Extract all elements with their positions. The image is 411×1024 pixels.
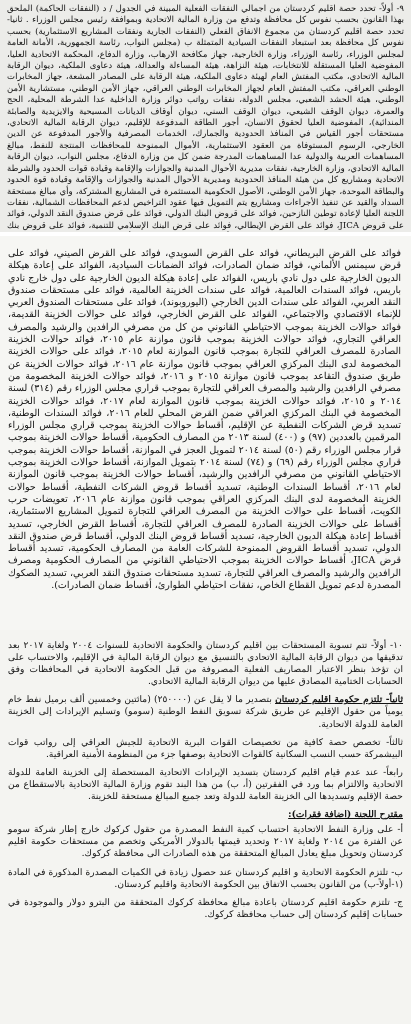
committee-para-c: ج- تلتزم حكومة اقليم كردستان باعادة مبالغ محافظة كركوك المتحققة من البترو دولار والموجودة في حسابات إقليم كردستان إلى حساب محافظة كركوك. xyxy=(8,896,403,920)
committee-para-a: أ- على وزارة النفط الاتحادية احتساب كمية النفط المصدرة من حقول كركوك خارج إطار شركة سومو عن الفترة من ٢٠١٤ ولغاية ٢٠١٧ وتحديد قيمتها بالدولار الأمريكي وتخصم من مستحقات حكومة اقليم كردستان وتحويل مبلغ يعادل المبالغ المتحققة من هذه الصادرات الى محافظة كركوك. xyxy=(8,824,403,860)
article-10-third: ثالثاً- تخصص حصة كافية من تخصيصات القوات البرية الاتحادية للجيش العراقي إلى رواتب قوات البيشمركة حسب النسب السكانية كالقوات الاتحادية بوصفها جزء من المنظومة الأمنية العراقية. xyxy=(8,736,403,760)
article-10-second-title: ثانياً- تلتزم حكومة اقليم كردستان xyxy=(275,694,404,706)
article-10-first: ١٠- أولاً- تتم تسوية المستحقات بين اقليم كردستان والحكومة الاتحادية للسنوات ٢٠٠٤ ولغاية ٢٠١٧ بعد تدقيقها من ديوان الرقابة المالية الاتحادي بالتنسيق مع ديوان الرقابة المالية في الإقليم، والاحتساب على ان تؤخذ بنظر الاعتبار المصاريف الفعلية المصروفة من قبل الحكومة الاتحادية في المحافظات وفق الحسابات الختامية المصادق عليها من ديوان الرقابة المالية الاتحادي. xyxy=(8,640,403,688)
page-1-scan xyxy=(0,0,411,232)
interest-list-paragraph: فوائد على القرض البريطاني، فوائد على القرض السويدي، فوائد على القرض الصيني، فوائد على قرض سيمنس الألماني، فوائد ضمان الصادرات، فوائد الضمانات السيادية، الفوائد على إعادة هيكلة الديون الخارجية على دول نادي باريس، الفوائد على إعادة هيكلة الديون الخارجية على دول خارج نادي باريس، فوائد السندات العالمية، فوائد على سندات الخزينة العالمية، فوائد على مستحقات صندوق النقد العربي، الفوائد على سندات الدين الخارجي (اليوروبوند)، فوائد على مستحقات الصندوق العربي للإنماء الاقتصادي والاجتماعي، الفوائد على القرض الخارجي، فوائد على حوالات الخزينة القديمة، فوائد حوالات الخزينة بموجب الاحتياطي القانوني من كل من مصرفي الرافدين والرشيد والمصرف العراقي التجاري، فوائد حوالات الخزينة بموجب قانون موازنة عام ٢٠١٥، فوائد حوالات الخزينة الصادرة للمصرف العراقي للتجارة بموجب قانون الموازنة لعام ٢٠١٥، فوائد على حوالات الخزينة المخصومة لدى البنك المركزي العراقي بموجب قانون موازنة عام ٢٠١٦، فوائد حوالات الخزينة عن طريق صندوق التقاعد بموجب قانون موازنة ٢٠١٥ و ٢٠١٦، فوائد حوالات الخزينة المخصومة من مصرفي الرافدين والرشيد والمصرف العراقي للتجارة بموجب قراري مجلس الوزراء رقم (٣١٤) لسنة ٢٠١٤ و ٢٠١٥، فوائد حوالات الخزينة بموجب قانون الموازنة لعام ٢٠١٧، فوائد حوالات الخزينة المخصومة في البنك المركزي العراقي ضمن القرض المحلي للعام ٢٠١٦، فوائد السندات الوطنية، تسديد قرض الشركات النفطية عن الإقليم، أقساط حوالات الخزينة بموجب قراري مجلس الوزراء المرقمين بالعددين (٩٧) و (٤٠٠) لسنة ٢٠١٣ من المصارف الحكومية، أقساط حوالات الخزينة بموجب قرار مجلس الوزراء رقم (٥٠) لسنة ٢٠١٤ لتمويل العجز في الموازنة، أقساط حوالات الخزينة بموجب قراري مجلس الوزراء رقم (٦٩) و (٧٤) لسنة ٢٠١٤ بتمويل الموازنة، أقساط حوالات الخزينة بموجب الاحتياطي القانوني من مصرفي الرافدين والرشيد، أقساط حوالات الخزينة بموجب قانون الموازنة لعام ٢٠١٦، أقساط السندات الوطنية، تسديد أقساط قروض الشركات النفطية، أقساط حوالات الخزينة المخصومة لدى البنك المركزي العراقي بموجب قانون موازنة عام ٢٠١٦، تعويضات حرب الكويت، أقساط على حوالات الخزينة من المصرف العراقي للتجارة لتمويل المشاريع الاستثمارية، أقساط على حوالات الخزينة الصادرة للمصرف العراقي للتجارة، أقساط القرض الخارجي، تسديد أقساط إعادة هيكلة الديون الخارجية، تسديد أقساط قروض البنك الدولي، أقساط قرض صندوق النقد الدولي، تسديد أقساط القروض الممنوحة للشركات العامة من المصارف الحكومية، تسديد أقساط قرض JICA، أقساط حوالات الخزينة بموجب الاحتياطي القانوني من المصارف الحكومية ومصرف الرافدين والرشيد والمصرف العراقي للتجارة، تسديد مستحقات صندوق النقد العربي، تسديد الصكوك المصدرة لدعم تمويل القطاع الخاص، نفقات احتياطي الطوارئ، أقساط ضمان الصادرات). xyxy=(8,248,402,592)
page-2-scan xyxy=(0,236,411,630)
page-3-scan xyxy=(0,630,411,1024)
article-9-paragraph: ٩- أولاً- تحدد حصة اقليم كردستان من اجمالي النفقات الفعلية المبينة في الجدول / د (النفقات الحاكمة) الملحق بهذا القانون بحسب نفوس كل محافظة وتدفع من وزارة المالية الاتحادية وبموافقة رئيس مجلس الوزراء . ثانيا- تحدد حصة اقليم كردستان من مجموع الانفاق الفعلي (النفقات الجارية ونفقات المشاريع الاستثمارية) بحسب نفوس كل محافظة بعد استبعاد النفقات السيادية المتمثلة ب (مجلس النواب، رئاسة الجمهورية، الأمانة العامة لمجلس الوزراء، رئاسة الوزراء، وزارة الخارجية، جهاز مكافحة الارهاب، وزارة الدفاع، المحكمة الاتحادية العليا، المفوضية العليا المستقلة للانتخابات، هيئة النزاهة، هيئة المساءلة والعدالة، هيئة دعاوى الملكية، ديوان الرقابة المالية الاتحادي، مكتب المفتش العام لهيئة دعاوى الملكية، هيئة الرقابة على المصادر المشعة، جهاز المخابرات الوطني العراقي، مكتب المفتش العام لجهاز المخابرات الوطني العراقي، جهاز الأمن الوطني، مستشارية الأمن الوطني، هيئة الحشد الشعبي، مجلس الدولة، نفقات رواتب دوائر وزارة الداخلية عدا الشرطة المحلية، الحج والعمرة، ديوان الوقف الشيعي، ديوان الوقف السني، ديوان أوقاف الديانات المسيحية والايزيدية والصابئة المندائية)، المفوضية العليا لحقوق الانسان، أجور الطاقة المدفوعة للإقليم، ديوان الرقابة المالية الاتحادي، مستحقات أجور القياس في المنافذ الحدودية والجمارك، الخدمات المصرفية والأجور المدفوعة عن الدين الخارجي، الرسوم المستوفاة من العقود الاستثمارية، الأموال الممنوحة للمحافظات المنتجة للنفط، مبالغ المساهمات العربية والدولية عدا المساهمات المدرجة ضمن كل من وزارة الدفاع، مجلس النواب، ديوان الرقابة المالية الاتحادي، وزارة الخارجية، نفقات مديرية الأحوال المدنية والجوازات والإقامة وقيادة قوات الحدود والشرطة الاتحادية ومشاريع كل من هيئة المنافذ الحدودية ومديرية الأحوال المدنية والجوازات والإقامة وقيادة قوة الحدود والبطاقة الموحدة، جهاز الأمن الوطني، الأصول الحكومية المستثمرة في المشاريع المشتركة، وأي مبالغ مستحقة السداد والقيد عن تنفيذ الأجراءات ومشاريع يتم التمويل فيها عقود التراخيص لدعم المحافظات الشمالية، نفقات اللجنة العليا لإعادة توطين النازحين، فوائد على قروض البنك الدولي، فوائد على قرض صندوق النقد الدولي، فوائد على قروض JICA، فوائد على القرض الإيطالي، فوائد على قرض البنك الإسلامي للتنمية، فوائد على قروض بنك xyxy=(7,4,404,231)
article-10-fourth: رابعاً- عند عدم قيام اقليم كردستان بتسديد الإيرادات الاتحادية المستحصلة إلى الخزينة العامة للدولة الاتحادية والالتزام بما ورد في الفقرتين (أ، ب) من هذا البند تقوم وزارة المالية الاتحادية بالاستقطاع من حصة الإقليم وتسديدها الى الخزينة العامة للدولة وتعد جميع المبالغ مستحقة للخزينة. xyxy=(8,766,403,803)
article-10-second xyxy=(8,694,403,730)
committee-proposal-title: مقترح اللجنة (اضافة فقرات): xyxy=(288,809,403,821)
committee-para-b: ب- تلتزم الحكومة الاتحادية و اقليم كردستان عند حصول زيادة في الكميات المصدرة المذكورة في المادة (١-أولاً-ب) من القانون بحسب الاتفاق بين الحكومة الاتحادية واقليم كردستان. xyxy=(8,866,403,890)
article-10-second-text: بتصدير ما لا يقل عن (٢٥٠٠٠٠) (مائتين وخمسين ألف برميل نفط خام يومياً من حقول الإقليم عن طريق شركة تسويق النفط الوطنية (سومو) وتسليم الإيرادات إلى الخزينة العامة للدولة الاتحادية. xyxy=(8,694,403,730)
